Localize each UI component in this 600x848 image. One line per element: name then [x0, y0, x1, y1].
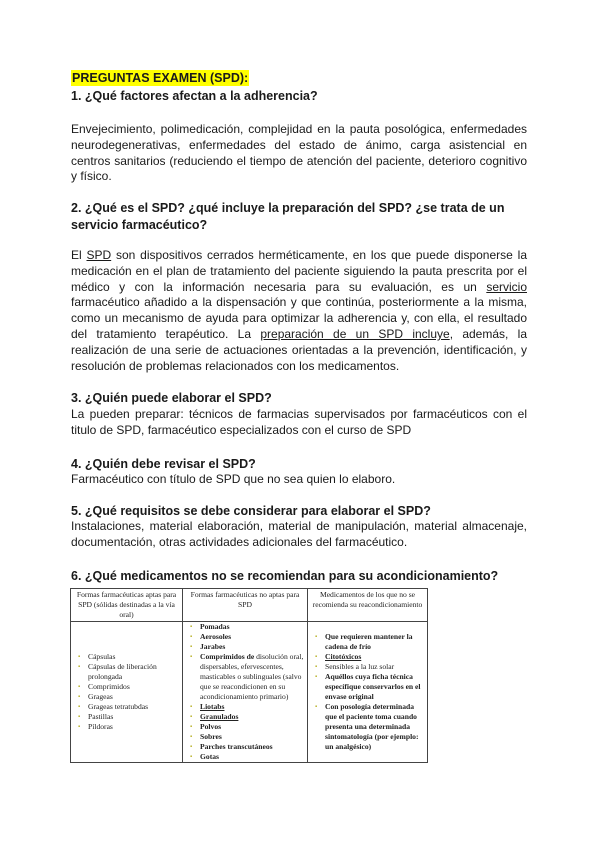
- list-item: ▪ Aquéllos cuya ficha técnica específique conservarlos en el envase original: [315, 672, 424, 702]
- answer-3: La pueden preparar: técnicos de farmacias supervisados por farmacéuticos con el titulo de SPD, farmacéutico especializados con el curso de SPD: [71, 407, 527, 437]
- table-header-aptas: Formas farmacéuticas aptas para SPD (sólidas destinadas a la vía oral): [71, 589, 183, 622]
- question-2: 2. ¿Qué es el SPD? ¿qué incluye la preparación del SPD? ¿se trata de un servicio farmacéutico?: [71, 201, 505, 232]
- list-item: ▪ Grageas tetratubdas: [78, 702, 179, 712]
- list-item: ▪ Aerosoles: [190, 632, 304, 642]
- answer-2: [71, 248, 527, 374]
- question-3: 3. ¿Quién puede elaborar el SPD?: [71, 391, 272, 405]
- list-item-rest: disolución oral, dispersables, efervescentes, masticables o sublinguales (salvo que se reacondicionen en su acondicionamiento primario): [200, 652, 304, 701]
- answer-1: Envejecimiento, polimedicación, complejidad en la pauta posológica, enfermedades neurodegenerativas, enfermedades del estado de ánimo, carga asistencial en centros sanitarios (reduciendo el tiempo de atención del paciente, deterioro cognitivo y físico.: [71, 122, 527, 184]
- answer-2-text: farmacéutico añadido a la dispensación y que continúa, posteriormente a la misma, como un mecanismo de ayuda para optimizar la adherencia y, con ella, el resultado del tratamiento terapéutico. La: [71, 295, 527, 341]
- list-item: ▪ Que requieren mantener la cadena de frío: [315, 632, 424, 652]
- medication-table: [70, 588, 428, 763]
- question-4: 4. ¿Quién debe revisar el SPD?: [71, 457, 256, 471]
- answer-2-text: El: [71, 248, 87, 262]
- question-1: 1. ¿Qué factores afectan a la adherencia?: [71, 89, 318, 103]
- table-cell-aptas: [71, 622, 183, 763]
- list-item: ▪ Píldoras: [78, 722, 179, 732]
- answer-5: Instalaciones, material elaboración, material de manipulación, material almacenaje, documentación, otras actividades adicionales del farmacéutico.: [71, 519, 527, 549]
- table-cell-no-aptas: [183, 622, 308, 763]
- answer-2-servicio-link: servicio: [486, 279, 527, 294]
- list-item: ▪ Granulados: [190, 712, 304, 722]
- table-header-no-aptas: Formas farmacéuticas no aptas para SPD: [183, 589, 308, 622]
- list-item: ▪ Polvos: [190, 722, 304, 732]
- list-item: ▪ Jarabes: [190, 642, 304, 652]
- list-item: ▪ Pomadas: [190, 622, 304, 632]
- question-6: 6. ¿Qué medicamentos no se recomiendan para su acondicionamiento?: [71, 569, 499, 583]
- list-item: ▪ Sobres: [190, 732, 304, 742]
- answer-2-text: son dispositivos cerrados herméticamente, en los que puede disponerse la medicación en el plan de tratamiento del paciente siguiendo la pauta prescrita por el médico y con la información necesaria para su evaluación, es un: [71, 248, 527, 294]
- answer-2-preparacion-link: preparación de un SPD incluye: [260, 326, 450, 341]
- list-item: ▪ Grageas: [78, 692, 179, 702]
- list-item: ▪ Sensibles a la luz solar: [315, 662, 424, 672]
- list-item: [190, 652, 304, 702]
- list-item: ▪ Citotóxicos: [315, 652, 424, 662]
- table-cell-no-recomienda: [308, 622, 428, 763]
- answer-2-text: , además, la realización de una serie de actuaciones orientadas a la prevención, identificación, y resolución de problemas relacionados con los medicamentos.: [71, 326, 528, 373]
- list-item: ▪ Gotas: [190, 752, 304, 762]
- list-item: ▪ Cápsulas de liberación prolongada: [78, 662, 179, 682]
- answer-2-spd-link: SPD: [86, 248, 112, 262]
- list-item: ▪ Con posología determinada que el paciente toma cuando presenta una determinada sintomatología (por ejemplo: un analgésico): [315, 702, 424, 752]
- list-item-bold: Comprimidos de: [200, 652, 255, 661]
- list-item: ▪ Liotabs: [190, 702, 304, 712]
- list-item: ▪ Cápsulas: [78, 652, 179, 662]
- list-item: ▪ Pastillas: [78, 712, 179, 722]
- list-item: ▪ Parches transcutáneos: [190, 742, 304, 752]
- question-5: 5. ¿Qué requisitos se debe considerar para elaborar el SPD?: [71, 504, 431, 518]
- document-title: PREGUNTAS EXAMEN (SPD):: [72, 71, 249, 85]
- table-header-no-recomienda: Medicamentos de los que no se recomienda su reacondicionamiento: [308, 589, 428, 622]
- answer-4: Farmacéutico con título de SPD que no sea quien lo elaboro.: [71, 472, 396, 486]
- list-item: ▪ Comprimidos: [78, 682, 179, 692]
